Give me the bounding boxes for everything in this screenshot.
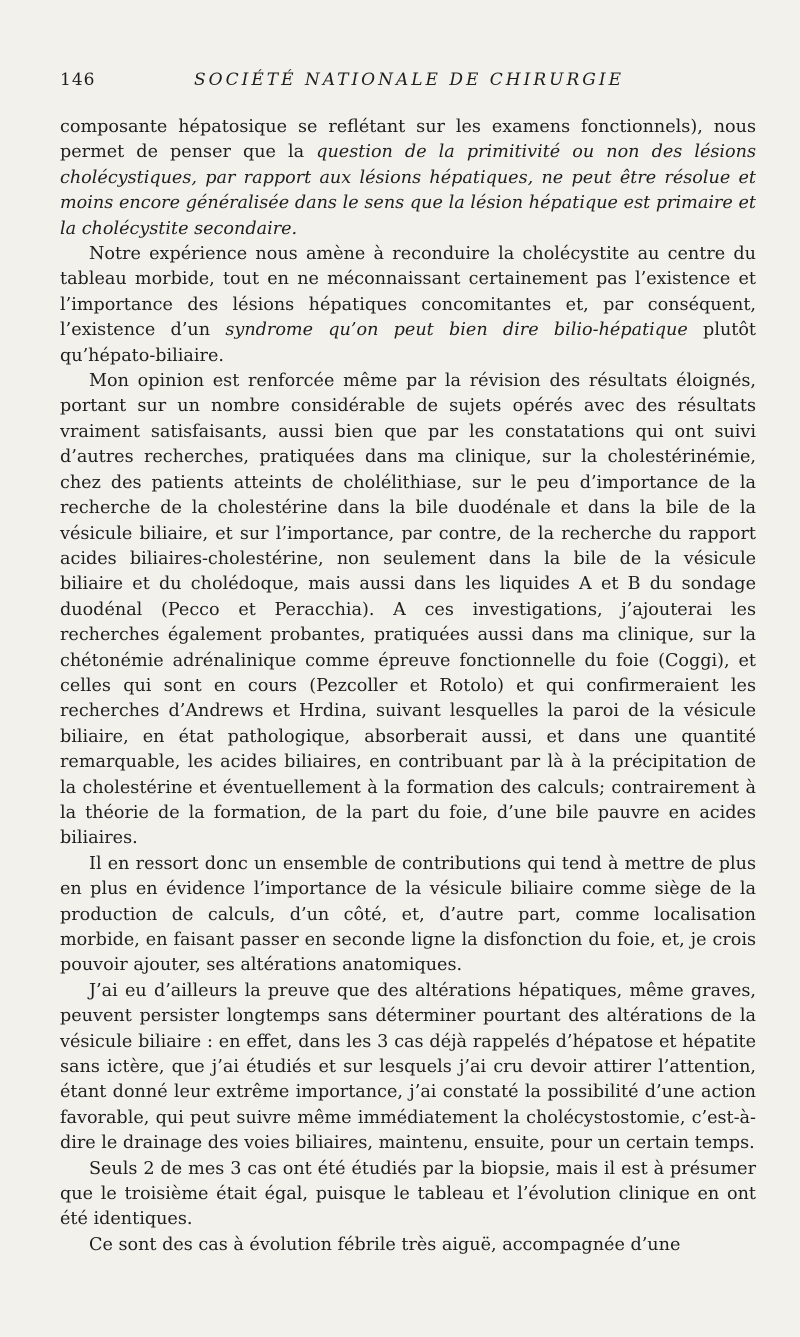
paragraph xyxy=(60,115,756,242)
paragraph: Il en ressort donc un ensemble de contributions qui tend à mettre de plus en plus en évidence l’importance de la vésicule biliaire comme siège de la production de calculs, d’un côté, et, d’autre part, comme localisation morbide, en faisant passer en seconde ligne la disfonction du foie, et, je crois pouvoir ajouter, ses altérations anatomiques. xyxy=(60,853,756,976)
paragraph xyxy=(60,242,756,369)
page-number: 146 xyxy=(60,70,96,90)
page-header xyxy=(60,70,758,96)
text-span: plutôt qu’hépato-biliaire. xyxy=(60,320,757,366)
paragraph: Ce sont des cas à évolution fébrile très aiguë, accompagnée d’une xyxy=(89,1234,681,1255)
paragraph: Seuls 2 de mes 3 cas ont été étudiés par la biopsie, mais il est à présumer que le troisième était égal, puisque le tableau et l’évolution clinique en ont été identiques. xyxy=(60,1158,756,1230)
paragraph: J’ai eu d’ailleurs la preuve que des altérations hépatiques, même graves, peuvent persister longtemps sans déterminer pourtant des altérations de la vésicule biliaire : en effet, dans les 3 cas déjà rappelés d’hépatose et hépatite sans ictère, que j’ai étudiés et sur lesquels j’ai cru devoir attirer l’attention, étant donné leur extrême importance, j’ai constaté la possibilité d’une action favorable, qui peut suivre même immédiatement la cholécystostomie, c’est-à-dire le drainage des voies biliaires, maintenu, ensuite, pour un certain temps. xyxy=(60,980,756,1154)
paragraph: Mon opinion est renforcée même par la révision des résultats éloignés, portant sur un nombre considérable de sujets opérés avec des résultats vraiment satisfaisants, aussi bien que par les constatations qui ont suivi d’autres recherches, pratiquées dans ma clinique, sur la cholestérinémie, chez des patients atteints de cholélithiase, sur le peu d’importance de la recherche de la cholestérine dans la bile duodénale et dans la bile de la vésicule biliaire, et sur l’importance, par contre, de la recherche du rapport acides biliaires-cholestérine, non seulement dans la bile de la vésicule biliaire et du cholédoque, mais aussi dans les liquides A et B du sondage duodénal (Pecco et Peracchia). A ces investigations, j’ajouterai les recherches également probantes, pratiquées aussi dans ma clinique, sur la chétonémie adrénalinique comme épreuve fonctionnelle du foie (Coggi), et celles qui sont en cours (Pezcoller et Rotolo) et qui confirmeraient les recherches d’Andrews et Hrdina, suivant lesquelles la paroi de la vésicule biliaire, en état pathologique, absorberait aussi, et dans une quantité remarquable, les acides biliaires, en contribuant par là à la précipitation de la cholestérine et éventuellement à la formation des calculs; contrairement à la théorie de la formation, de la part du foie, d’une bile pauvre en acides biliaires. xyxy=(60,371,756,849)
text-span: composante hépatosique se reflétant sur les examens fonctionnels), nous permet de penser que la xyxy=(60,117,756,163)
italic-span: question de la primitivité ou non des lésions cholécystiques, par rapport aux lésions hépatiques, ne peut être résolue et moins encore généralisée dans le sens que la lésion hépatique est primaire et la cholécystite secondaire. xyxy=(60,142,756,239)
text-span: Notre expérience nous amène à reconduire la cholécystite au centre du tableau morbide, tout en ne méconnaissant certainement pas l’existence et l’importance des lésions hépatiques concomitantes et, par conséquent, l’existence d’un xyxy=(60,244,756,341)
body-text xyxy=(60,115,756,1258)
italic-span: syndrome qu’on peut bien dire bilio-hépatique xyxy=(225,320,688,341)
running-title: SOCIÉTÉ NATIONALE DE CHIRURGIE xyxy=(194,70,624,90)
